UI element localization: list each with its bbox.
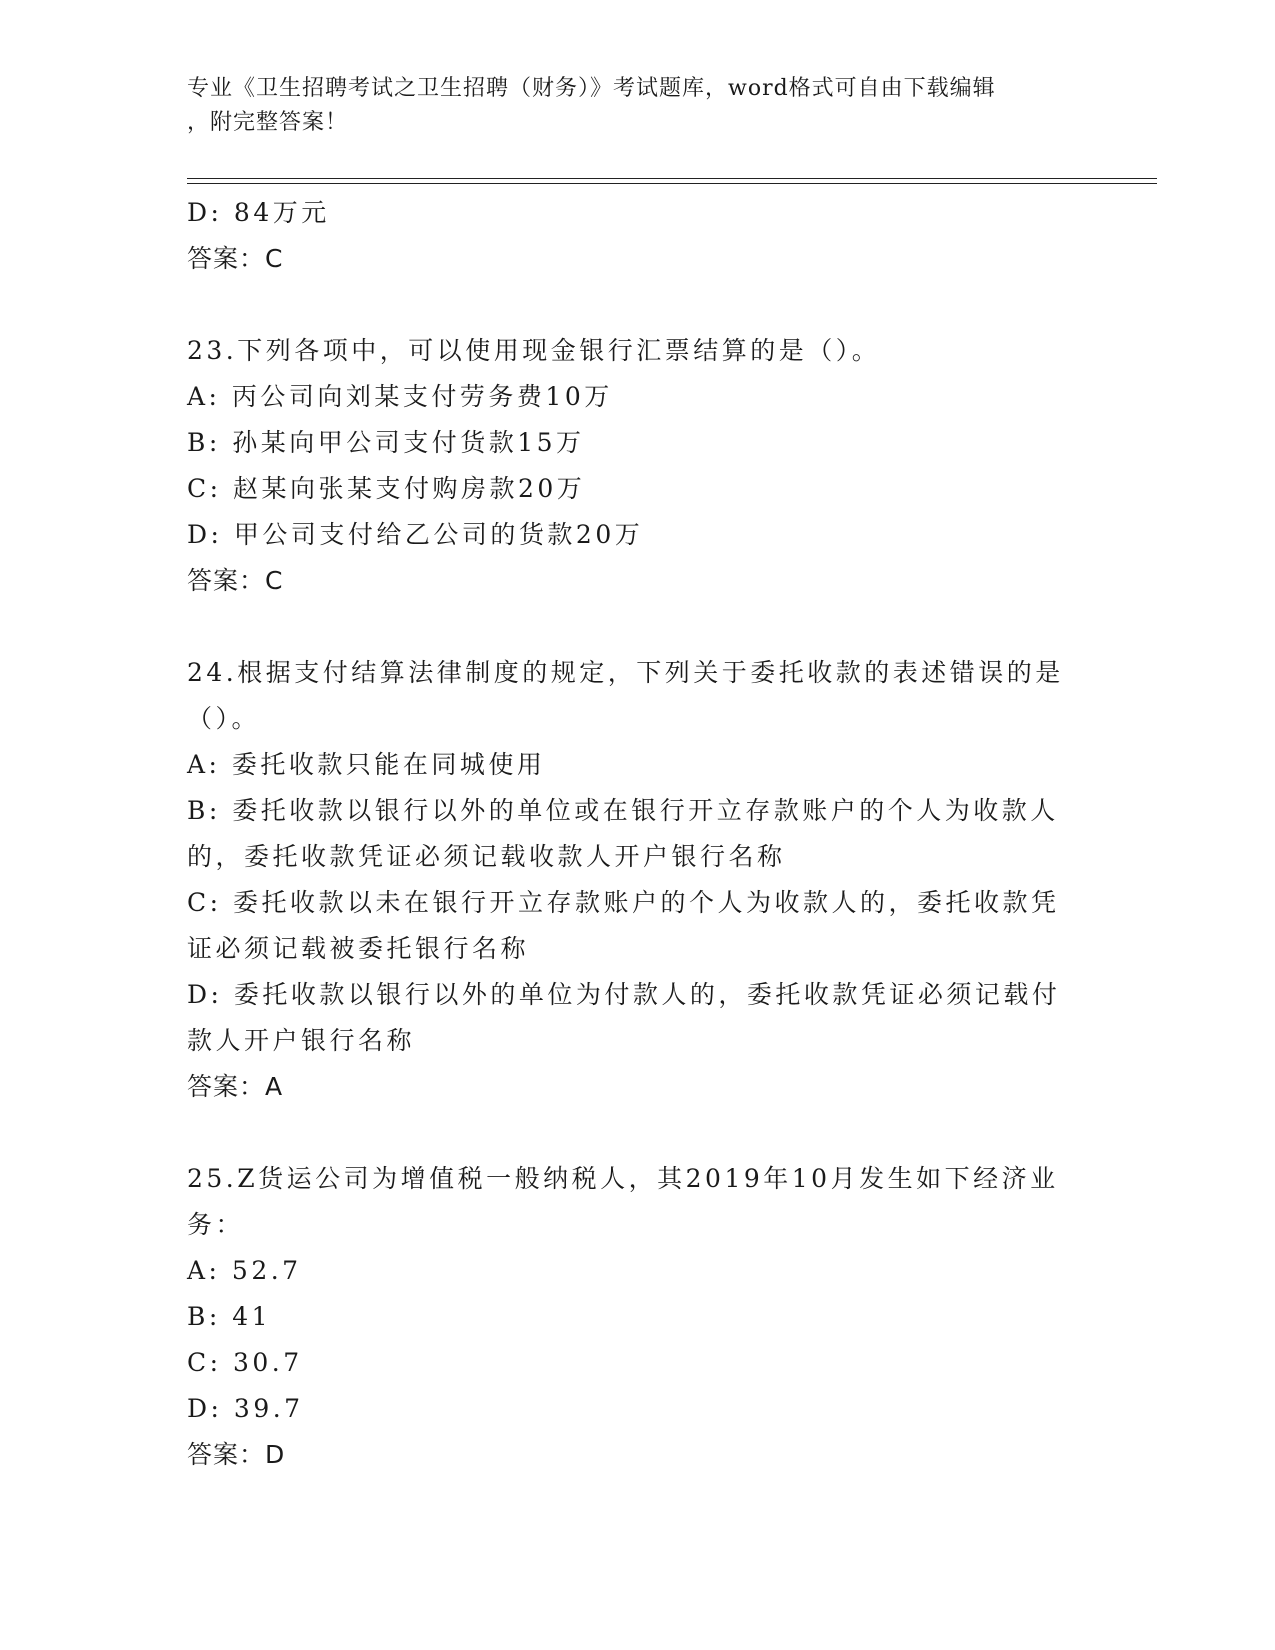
option-c-line-2: 证必须记载被委托银行名称 [187,934,530,963]
answer: 答案：C [187,244,284,273]
question-text-line-2: （）。 [187,704,261,733]
option-d: D: 39.7 [187,1394,304,1423]
option-c: C: 赵某向张某支付购房款20万 [187,474,586,503]
answer: 答案：A [187,1072,284,1101]
answer: 答案：C [187,566,284,595]
option-b-line-2: 的，委托收款凭证必须记载收款人开户银行名称 [187,842,786,871]
question-25 [187,1156,1087,1478]
option-b: B: 41 [187,1302,272,1331]
question-23 [187,328,1087,604]
question-text: 23.下列各项中，可以使用现金银行汇票结算的是（）。 [187,336,881,365]
question-22-tail [187,190,1087,282]
question-24 [187,650,1087,1110]
option-a: A: 委托收款只能在同城使用 [187,750,546,779]
header-line-1: 专业《卫生招聘考试之卫生招聘（财务）》考试题库，word格式可自由下载编辑 [187,76,996,101]
option-d: D: 84万元 [187,198,330,227]
spacer [187,282,1087,328]
header-rule-top [187,178,1157,179]
option-b-line-1: B: 委托收款以银行以外的单位或在银行开立存款账户的个人为收款人 [187,796,1059,825]
answer: 答案：D [187,1440,286,1469]
option-c-line-1: C: 委托收款以未在银行开立存款账户的个人为收款人的，委托收款凭 [187,888,1060,917]
option-c: C: 30.7 [187,1348,303,1377]
spacer [187,1110,1087,1156]
option-a: A: 丙公司向刘某支付劳务费10万 [187,382,613,411]
question-list [187,190,1087,1478]
question-text-line-1: 25.Z货运公司为增值税一般纳税人，其2019年10月发生如下经济业 [187,1164,1059,1193]
question-text-line-2: 务： [187,1210,245,1239]
option-b: B: 孙某向甲公司支付货款15万 [187,428,585,457]
header-rule-bottom [187,183,1157,184]
header-line-2: ，附完整答案！ [187,110,349,135]
document-header [187,72,1087,140]
option-d-line-2: 款人开户银行名称 [187,1026,416,1055]
option-d: D: 甲公司支付给乙公司的货款20万 [187,520,644,549]
question-text-line-1: 24.根据支付结算法律制度的规定，下列关于委托收款的表述错误的是 [187,658,1064,687]
option-a: A: 52.7 [187,1256,302,1285]
option-d-line-1: D: 委托收款以银行以外的单位为付款人的，委托收款凭证必须记载付 [187,980,1061,1009]
spacer [187,604,1087,650]
